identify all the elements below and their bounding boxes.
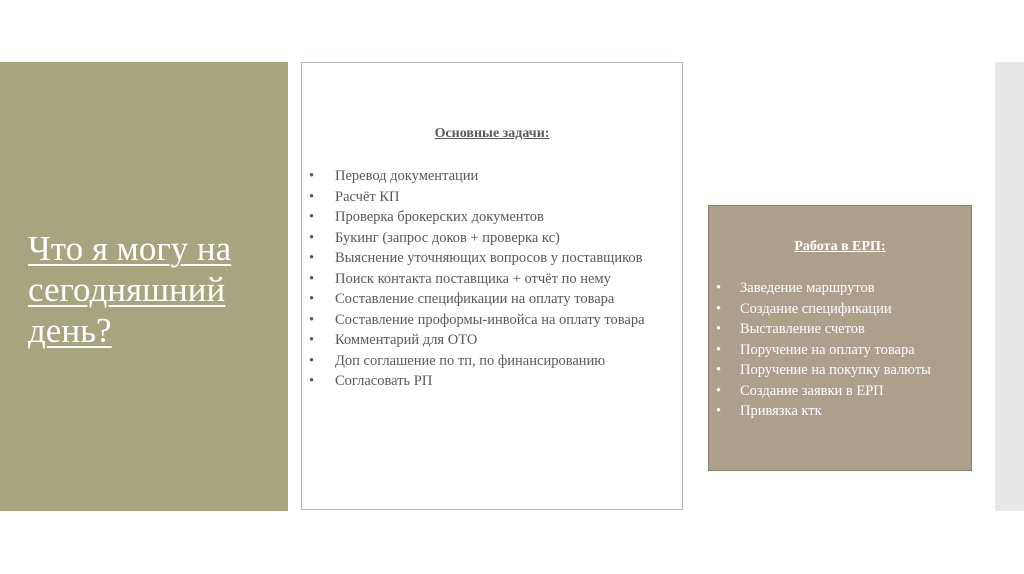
list-item-text: Создание заявки в ЕРП [740,382,884,399]
bullet-icon: • [716,300,722,317]
bullet-icon: • [716,403,722,419]
main-tasks-box [301,62,683,510]
list-item [309,207,674,228]
list-item-text: Проверка брокерских документов [335,209,544,225]
erp-work-list [716,278,966,422]
list-item-text: Комментарий для ОТО [335,332,478,348]
list-item-text: Составление спецификации на оплату товара [335,291,615,307]
list-item [309,351,674,372]
list-item-text: Букинг (запрос доков + проверка кс) [335,229,560,246]
side-scrollbar[interactable] [995,62,1024,511]
bullet-icon: • [309,168,315,184]
main-tasks-heading: Основные задачи: [434,126,550,141]
list-item [309,371,674,392]
main-tasks-list [309,166,674,392]
slide-title-line-3: день? [28,311,112,350]
bullet-icon: • [716,280,722,296]
list-item-text: Перевод документации [335,168,479,184]
list-item [309,228,674,249]
erp-work-box [708,205,972,471]
list-item [309,187,674,208]
list-item [716,401,966,422]
list-item [716,278,966,299]
list-item [309,310,674,331]
bullet-icon: • [309,229,315,246]
bullet-icon: • [309,291,315,307]
list-item-text: Расчёт КП [335,188,400,205]
list-item [716,340,966,361]
list-item-text: Составление проформы-инвойса на оплату товара [335,311,645,328]
slide-title-line-2: сегодняшний [28,270,226,309]
list-item-text: Выяснение уточняющих вопросов у поставщиков [335,250,643,266]
bullet-icon: • [309,209,315,225]
list-item [716,299,966,320]
bullet-icon: • [309,311,315,328]
bullet-icon: • [716,382,722,399]
bullet-icon: • [309,270,315,287]
bullet-icon: • [309,373,315,389]
list-item-text: Заведение маршрутов [740,280,875,296]
list-item-text: Создание спецификации [740,300,892,317]
list-item [309,166,674,187]
list-item-text: Выставление счетов [740,321,865,337]
list-item-text: Поручение на покупку валюты [740,362,931,378]
list-item [716,381,966,402]
list-item-text: Поиск контакта поставщика + отчёт по нему [335,270,611,287]
slide-title [28,228,283,351]
bullet-icon: • [716,362,722,378]
slide-title-line-1: Что я могу на [28,229,232,268]
bullet-icon: • [309,352,315,369]
bullet-icon: • [309,250,315,266]
list-item [309,289,674,310]
list-item [716,360,966,381]
bullet-icon: • [716,341,722,358]
bullet-icon: • [309,332,315,348]
list-item [309,248,674,269]
list-item-text: Согласовать РП [335,373,433,389]
list-item-text: Привязка ктк [740,403,822,419]
bullet-icon: • [716,321,722,337]
list-item-text: Доп соглашение по тп, по финансированию [335,352,606,369]
erp-work-heading: Работа в ЕРП: [794,239,886,254]
bullet-icon: • [309,188,315,205]
list-item [309,330,674,351]
list-item [309,269,674,290]
list-item [716,319,966,340]
list-item-text: Поручение на оплату товара [740,341,915,358]
